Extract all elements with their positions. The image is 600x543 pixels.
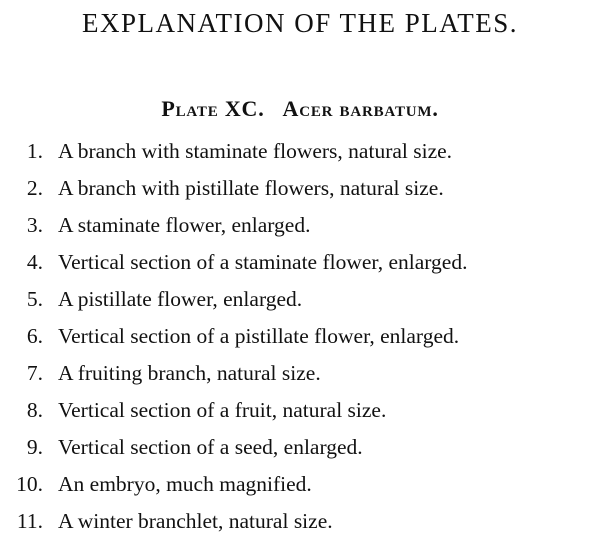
item-number: 11. <box>16 509 43 533</box>
item-number: 1. <box>26 139 43 163</box>
list-item <box>0 469 600 506</box>
list-item <box>0 247 600 284</box>
item-text: Vertical section of a seed, enlarged. <box>58 435 363 459</box>
page-title: EXPLANATION OF THE PLATES. <box>81 8 518 38</box>
item-text: A branch with pistillate flowers, natural size. <box>58 176 444 200</box>
item-text: Vertical section of a pistillate flower, enlarged. <box>58 324 460 348</box>
item-number: 8. <box>26 398 43 422</box>
item-text: Vertical section of a fruit, natural size. <box>58 398 387 422</box>
list-item <box>0 432 600 469</box>
item-number: 9. <box>26 435 43 459</box>
list-item <box>0 210 600 247</box>
item-number: 10. <box>16 472 43 496</box>
item-number: 6. <box>26 324 43 348</box>
item-text: A pistillate flower, enlarged. <box>58 287 303 311</box>
list-item <box>0 173 600 210</box>
list-item <box>0 284 600 321</box>
plate-heading <box>0 96 600 122</box>
item-text: An embryo, much magnified. <box>58 472 312 496</box>
item-number: 5. <box>26 287 43 311</box>
item-text: Vertical section of a staminate flower, enlarged. <box>58 250 468 274</box>
list-item <box>0 358 600 395</box>
item-text: A staminate flower, enlarged. <box>58 213 311 237</box>
list-item <box>0 506 600 543</box>
list-item <box>0 136 600 173</box>
species-name: Acer barbatum. <box>282 96 439 121</box>
item-number: 4. <box>26 250 43 274</box>
item-text: A winter branchlet, natural size. <box>58 509 333 533</box>
list-item <box>0 395 600 432</box>
item-number: 7. <box>26 361 43 385</box>
plate-label: Plate XC. <box>161 96 265 121</box>
list-item <box>0 321 600 358</box>
item-text: A fruiting branch, natural size. <box>58 361 321 385</box>
item-text: A branch with staminate flowers, natural size. <box>58 139 453 163</box>
item-number: 3. <box>26 213 43 237</box>
item-number: 2. <box>26 176 43 200</box>
plate-items-list <box>0 136 600 543</box>
